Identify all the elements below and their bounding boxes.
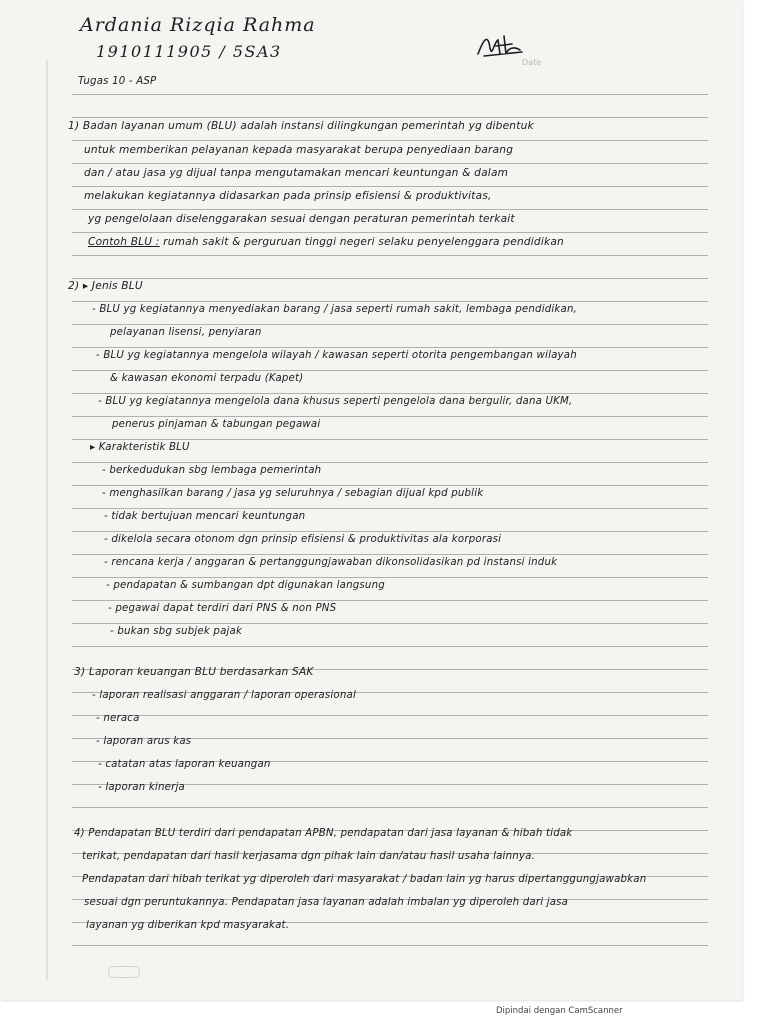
answer-4-line: layanan yg diberikan kpd masyarakat.	[86, 920, 290, 931]
ruled-line	[72, 347, 708, 348]
answer-3-heading: 3) Laporan keuangan BLU berdasarkan SAK	[74, 666, 314, 678]
ruled-line	[72, 531, 708, 532]
blu-characteristic-item: - bukan sbg subjek pajak	[110, 626, 243, 637]
page-margin-line	[46, 60, 48, 980]
ruled-line	[72, 140, 708, 141]
financial-report-item: - neraca	[96, 713, 140, 724]
student-id-class: 1910111905 / 5SA3	[96, 42, 282, 61]
ruled-line	[72, 94, 708, 95]
answer-1-line: untuk memberikan pelayanan kepada masyarakat berupa penyediaan barang	[84, 144, 514, 156]
ruled-line	[72, 600, 708, 601]
answer-4-line: terikat, pendapatan dari hasil kerjasama dgn pihak lain dan/atau hasil usaha lainnya.	[82, 851, 536, 862]
blu-characteristic-item: - pegawai dapat terdiri dari PNS & non PNS	[108, 603, 337, 614]
blu-example	[88, 236, 564, 248]
ruled-line	[72, 324, 708, 325]
blu-type-item: - BLU yg kegiatannya mengelola wilayah / kawasan seperti otorita pengembangan wilayah	[96, 350, 577, 361]
scanner-watermark: Dipindai dengan CamScanner	[496, 1006, 623, 1016]
blu-characteristic-item: - berkedudukan sbg lembaga pemerintah	[102, 465, 322, 476]
blu-example-text: rumah sakit & perguruan tinggi negeri selaku penyelenggara pendidikan	[163, 236, 564, 248]
blu-characteristic-item: - pendapatan & sumbangan dpt digunakan langsung	[106, 580, 385, 591]
ruled-line	[72, 209, 708, 210]
ruled-line	[72, 393, 708, 394]
ruled-line	[72, 416, 708, 417]
answer-1-line: 1) Badan layanan umum (BLU) adalah instansi dilingkungan pemerintah yg dibentuk	[68, 120, 534, 132]
student-name: Ardania Rizqia Rahma	[80, 14, 316, 36]
ruled-line	[72, 117, 708, 118]
answer-1-line: dan / atau jasa yg dijual tanpa mengutamakan mencari keuntungan & dalam	[84, 167, 509, 179]
ruled-line	[72, 301, 708, 302]
financial-report-item: - laporan kinerja	[98, 782, 185, 793]
financial-report-item: - laporan arus kas	[96, 736, 192, 747]
ruled-line	[72, 439, 708, 440]
answer-4-line: 4) Pendapatan BLU terdiri dari pendapatan APBN, pendapatan dari jasa layanan & hibah tidak	[74, 828, 573, 839]
ruled-line	[72, 462, 708, 463]
answer-1-line: yg pengelolaan diselenggarakan sesuai dengan peraturan pemerintah terkait	[88, 213, 515, 225]
date-label: Date	[522, 58, 542, 67]
blu-characteristic-item: - dikelola secara otonom dgn prinsip efisiensi & produktivitas ala korporasi	[104, 534, 502, 545]
blu-type-item: pelayanan lisensi, penyiaran	[110, 327, 262, 338]
ruled-line	[72, 807, 708, 808]
ruled-line	[72, 370, 708, 371]
ruled-line	[72, 646, 708, 647]
signature-mark	[470, 28, 530, 64]
ruled-line	[72, 186, 708, 187]
blu-example-label: Contoh BLU :	[88, 236, 160, 248]
assignment-title: Tugas 10 - ASP	[78, 76, 157, 87]
ruled-line	[72, 255, 708, 256]
ruled-line	[72, 945, 708, 946]
financial-report-item: - catatan atas laporan keuangan	[98, 759, 271, 770]
ruled-line	[72, 163, 708, 164]
ruled-line	[72, 623, 708, 624]
financial-report-item: - laporan realisasi anggaran / laporan operasional	[92, 690, 356, 701]
answer-1-line: melakukan kegiatannya didasarkan pada prinsip efisiensi & produktivitas,	[84, 190, 492, 202]
ruled-line	[72, 508, 708, 509]
blu-type-item: penerus pinjaman & tabungan pegawai	[112, 419, 321, 430]
ruled-line	[72, 715, 708, 716]
ruled-line	[72, 485, 708, 486]
blu-characteristic-item: - tidak bertujuan mencari keuntungan	[104, 511, 306, 522]
blu-characteristic-item: - menghasilkan barang / jasa yg seluruhnya / sebagian dijual kpd publik	[102, 488, 484, 499]
blu-characteristics-heading: ▸ Karakteristik BLU	[90, 442, 190, 453]
blu-type-item: - BLU yg kegiatannya menyediakan barang / jasa seperti rumah sakit, lembaga pendidikan,	[92, 304, 578, 315]
blu-type-item: - BLU yg kegiatannya mengelola dana khusus seperti pengelola dana bergulir, dana UKM,	[98, 396, 573, 407]
ruled-line	[72, 232, 708, 233]
ruled-line	[72, 577, 708, 578]
ruled-line	[72, 278, 708, 279]
blu-characteristic-item: - rencana kerja / anggaran & pertanggungjawaban dikonsolidasikan pd instansi induk	[104, 557, 558, 568]
answer-2-heading: 2) ▸ Jenis BLU	[68, 280, 143, 292]
answer-4-line: sesuai dgn peruntukannya. Pendapatan jasa layanan adalah imbalan yg diperoleh dari jasa	[84, 897, 569, 908]
page-number-box	[108, 966, 140, 978]
ruled-line	[72, 554, 708, 555]
answer-4-line: Pendapatan dari hibah terikat yg diperoleh dari masyarakat / badan lain yg harus dipertanggungjawabkan	[82, 874, 647, 885]
blu-type-item: & kawasan ekonomi terpadu (Kapet)	[110, 373, 304, 384]
